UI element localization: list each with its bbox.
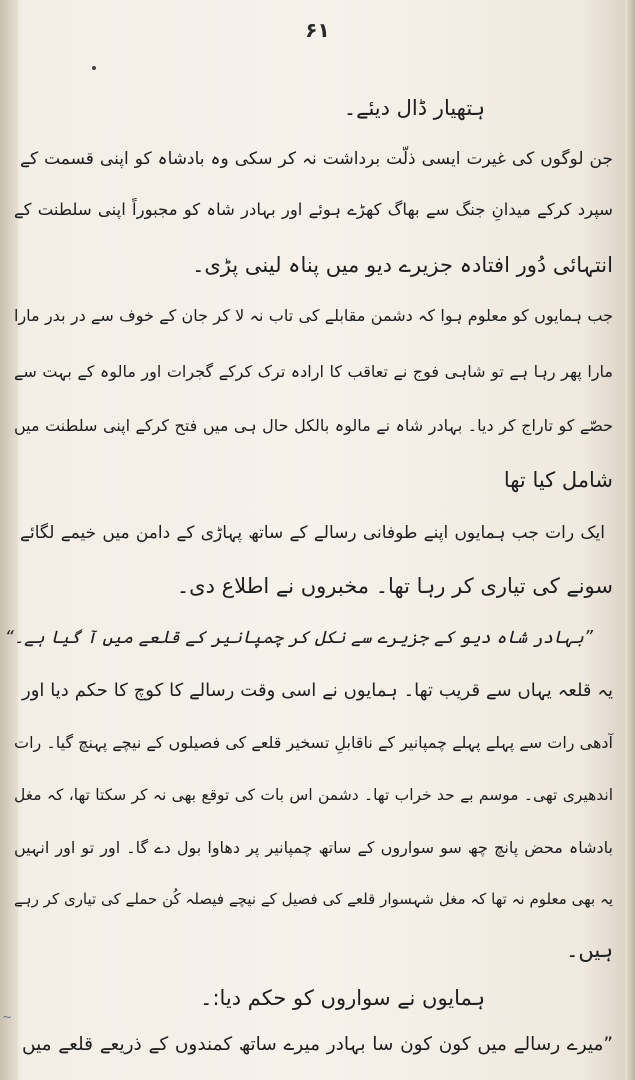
text-line-9: ایک رات جب ہمایوں اپنے طوفانی رسالے کے ساتھ پہاڑی کے دامن میں خیمے لگائے (20, 523, 605, 543)
text-line-18: ہمایوں نے سواروں کو حکم دیا:۔ (200, 986, 485, 1010)
text-line-4: انتہائی دُور افتادہ جزیرے دیو میں پناہ لینی پڑی۔ (192, 253, 613, 277)
text-line-14: اندھیری تھی۔ موسم بے حد خراب تھا۔ دشمن اس بات کی توقع بھی نہ کر سکتا تھا، کہ مغل (14, 786, 613, 804)
text-line-13: آدھی رات سے پہلے پہلے چمپانیر کے ناقابلِ تسخیر قلعے کی فصیلوں کے نیچے پہنچ گیا۔ رات (14, 733, 613, 752)
text-line-2: جن لوگوں کی غیرت ایسی ذلّت برداشت نہ کر سکی وہ بادشاہ کو اپنی قسمت کے (20, 149, 613, 169)
text-line-19: ”میرے رسالے میں کون کون سا بہادر میرے ساتھ کمندوں کے ذریعے قلعے میں (22, 1034, 613, 1055)
text-line-15: بادشاہ محض پانچ چھ سو سواروں کے ساتھ چمپانیر پر دھاوا بول دے گا۔ اور تو اور انہیں (14, 838, 613, 857)
text-line-16: یہ بھی معلوم نہ تھا کہ مغل شہسوار قلعے کی فصیل کے نیچے فیصلہ کُن حملے کی تیاری کر رہے (14, 890, 613, 908)
page-left-edge (0, 0, 18, 1080)
text-line-7: حصّے کو تاراج کر دیا۔ بہادر شاہ نے مالوہ بالکل حال ہی میں فتح کرکے اپنی سلطنت میں (14, 416, 613, 435)
text-line-8: شامل کیا تھا (503, 468, 613, 492)
text-line-11: ”بہادر شاہ دیو کے جزیرے سے نکل کر چمپانیر کے قلعے میں آ گیا ہے۔“ (4, 628, 593, 648)
text-line-12: یہ قلعہ یہاں سے قریب تھا۔ ہمایوں نے اسی وقت رسالے کا کوچ کا حکم دیا اور (22, 680, 613, 701)
ink-dot (92, 66, 96, 70)
text-line-3: سپرد کرکے میدانِ جنگ سے بھاگ کھڑے ہوئے اور بہادر شاہ کو مجبوراً اپنی سلطنت کے (14, 200, 613, 219)
text-line-1: ہتھیار ڈال دیئے۔ (343, 96, 485, 120)
text-line-6: مارا پھر رہا ہے تو شاہی فوج نے تعاقب کا ارادہ ترک کرکے گجرات اور مالوہ کے بہت سے (14, 362, 613, 381)
text-line-10: سونے کی تیاری کر رہا تھا۔ مخبروں نے اطلاع دی۔ (176, 574, 613, 598)
text-line-17: ہیں۔ (566, 938, 613, 962)
page-number: ۶۱ (305, 18, 330, 42)
margin-scribble: ~ (2, 1010, 13, 1024)
page-right-edge (625, 0, 635, 1080)
text-line-5: جب ہمایوں کو معلوم ہوا کہ دشمن مقابلے کی تاب نہ لا کر جان کے خوف سے در بدر مارا (14, 306, 613, 325)
